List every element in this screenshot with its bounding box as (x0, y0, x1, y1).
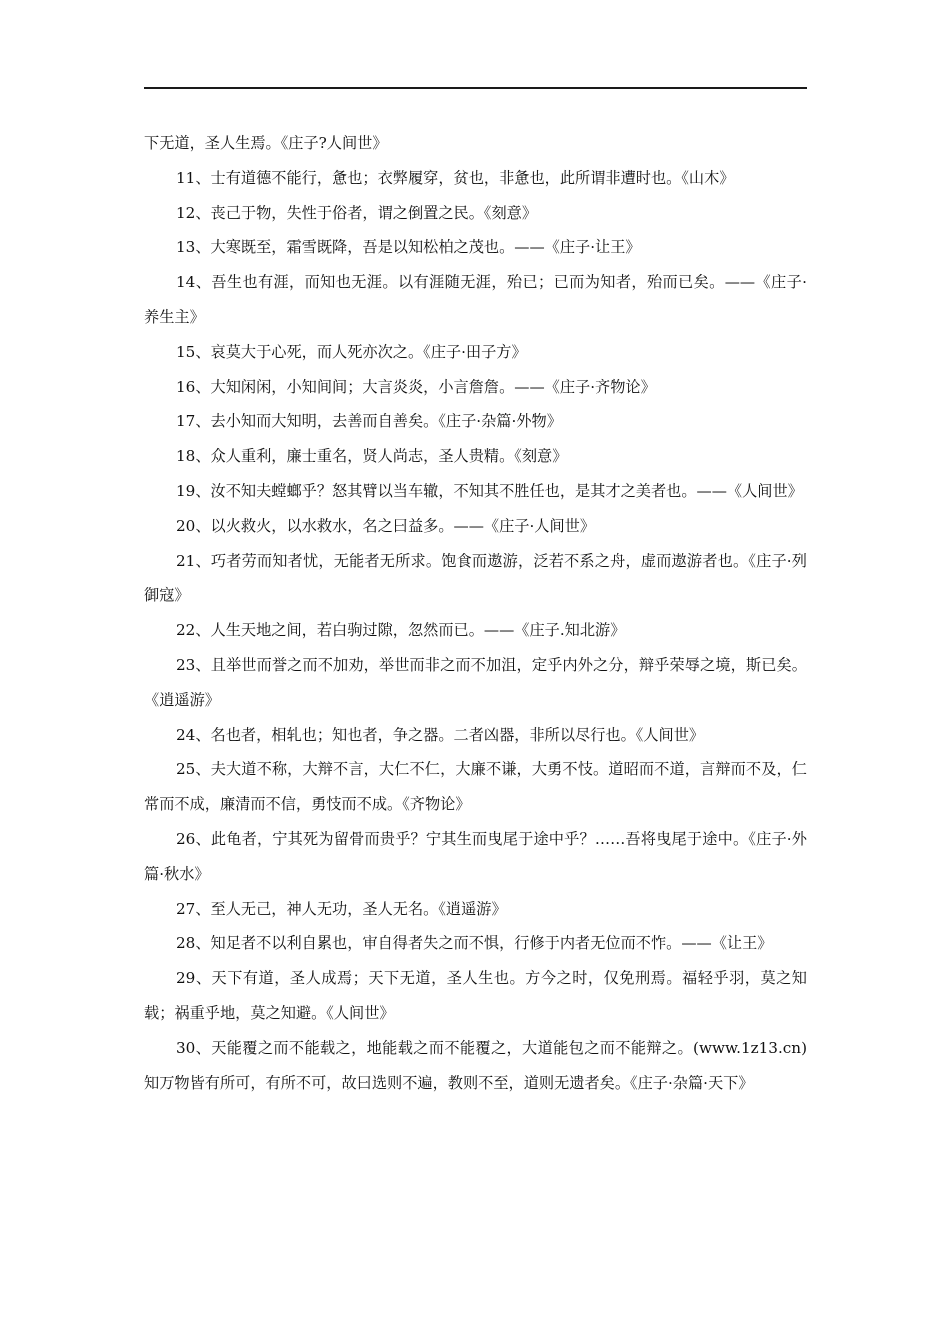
list-item: 下无道，圣人生焉。《庄子?人间世》 (144, 134, 388, 152)
list-item: 22、人生天地之间，若白驹过隙，忽然而已。——《庄子.知北游》 (176, 621, 626, 640)
list-item: 15、哀莫大于心死，而人死亦次之。《庄子·田子方》 (176, 342, 527, 361)
list-item: 18、众人重利，廉士重名，贤人尚志，圣人贵精。《刻意》 (176, 447, 568, 466)
list-item: 23、且举世而誉之而不加劝，举世而非之而不加沮，定乎内外之分，辩乎荣辱之境，斯已矣。《逍遥游》 (144, 655, 807, 709)
list-item: 21、巧者劳而知者忧，无能者无所求。饱食而遨游，泛若不系之舟，虚而遨游者也。《庄子·列御寇》 (144, 551, 807, 605)
list-item: 11、士有道德不能行，惫也；衣弊履穿，贫也，非惫也，此所谓非遭时也。《山木》 (176, 168, 735, 187)
list-item: 17、去小知而大知明，去善而自善矣。《庄子·杂篇·外物》 (176, 412, 562, 431)
list-item: 12、丧己于物，失性于俗者，谓之倒置之民。《刻意》 (176, 203, 538, 222)
list-item: 29、天下有道，圣人成焉；天下无道，圣人生也。方今之时，仅免刑焉。福轻乎羽，莫之知载；祸重乎地，莫之知避。《人间世》 (144, 969, 807, 1022)
list-item: 24、名也者，相轧也；知也者，争之器。二者凶器，非所以尽行也。《人间世》 (176, 725, 705, 744)
list-item: 20、以火救火，以水救水，名之曰益多。——《庄子·人间世》 (176, 516, 596, 535)
list-item: 27、至人无己，神人无功，圣人无名。《逍遥游》 (176, 899, 507, 918)
list-item: 13、大寒既至，霜雪既降，吾是以知松柏之茂也。——《庄子·让王》 (176, 238, 641, 257)
header-rule (144, 87, 807, 89)
list-item: 30、天能覆之而不能载之，地能载之而不能覆之，大道能包之而不能辩之。(www.1z13.cn)知万物皆有所可，有所不可，故曰选则不遍，教则不至，道则无遗者矣。《庄子·杂篇·天下》 (144, 1038, 807, 1092)
list-item: 14、吾生也有涯，而知也无涯。以有涯随无涯，殆已；已而为知者，殆而已矣。——《庄子·养生主》 (144, 273, 807, 326)
list-item: 26、此龟者，宁其死为留骨而贵乎？宁其生而曳尾于途中乎？……吾将曳尾于途中。《庄子·外篇·秋水》 (144, 829, 807, 883)
list-item: 25、夫大道不称，大辩不言，大仁不仁，大廉不谦，大勇不忮。道昭而不道，言辩而不及，仁常而不成，廉清而不信，勇忮而不成。《齐物论》 (144, 760, 807, 814)
list-item: 16、大知闲闲，小知间间；大言炎炎，小言詹詹。——《庄子·齐物论》 (176, 377, 656, 396)
quote-list (144, 126, 807, 1100)
list-item: 19、汝不知夫螳螂乎？怒其臂以当车辙，不知其不胜任也，是其才之美者也。——《人间世》 (176, 481, 803, 500)
list-item: 28、知足者不以利自累也，审自得者失之而不惧，行修于内者无位而不怍。——《让王》 (176, 934, 773, 953)
